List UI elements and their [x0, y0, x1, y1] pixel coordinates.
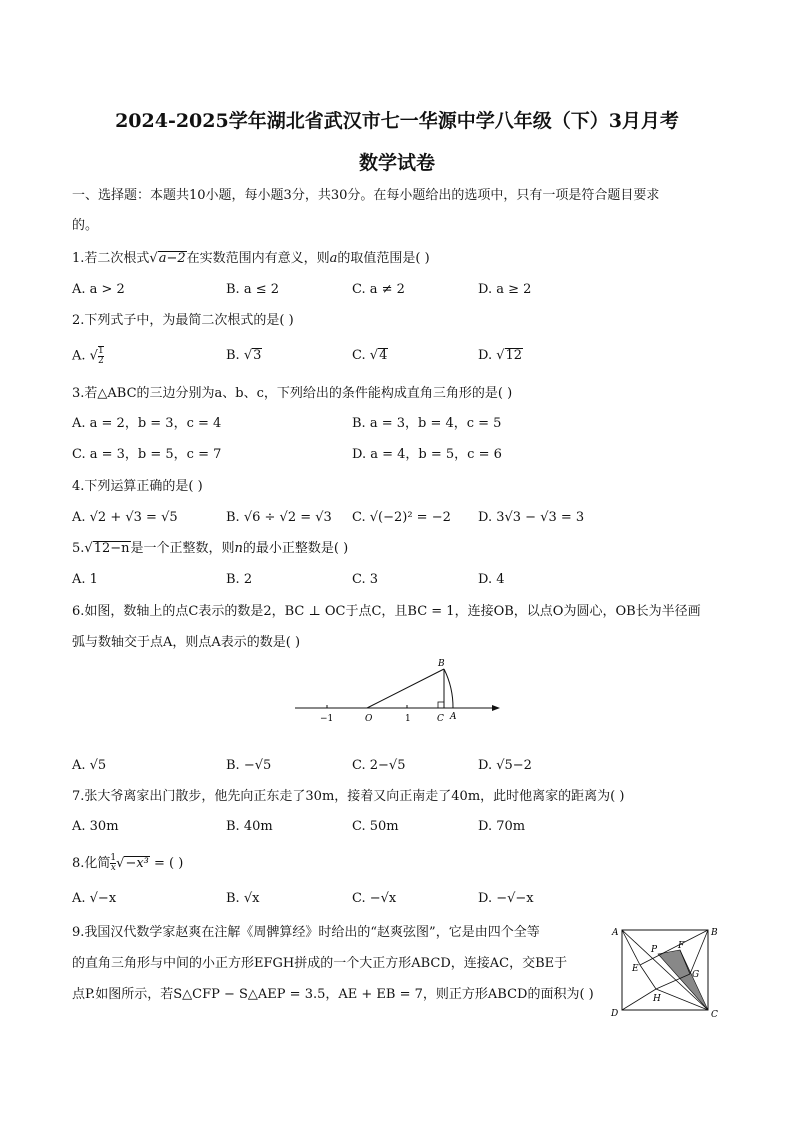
q8-radicand: −x³ [125, 856, 149, 871]
label-e: E [632, 964, 639, 974]
question-2: 2.下列式子中，为最简二次根式的是( ) [72, 313, 294, 328]
segment-dh [622, 989, 656, 1010]
q1-option-a: A. a > 2 [72, 282, 125, 297]
radical-sign: √ [84, 541, 93, 556]
q8-option-d: D. −√−x [478, 891, 534, 906]
q2-option-c-radicand: 4 [379, 348, 388, 363]
label-a: A [450, 712, 457, 722]
q6-option-c: C. 2−√5 [352, 758, 406, 773]
number-line-figure [290, 655, 505, 730]
q5-option-c: C. 3 [352, 572, 379, 587]
radical-sign: √ [89, 348, 98, 364]
exam-subtitle: 数学试卷 [358, 152, 435, 174]
fraction-denominator: x [110, 863, 116, 873]
label-b: B [438, 659, 445, 669]
label-f: F [678, 941, 685, 951]
arc-ob [444, 669, 453, 708]
q7-option-c: C. 50m [352, 819, 399, 834]
q2-option-a [72, 346, 104, 367]
axis-arrow-icon [492, 705, 500, 711]
q2-option-c-label: C. [352, 348, 366, 363]
question-1 [72, 249, 430, 269]
right-angle-mark [438, 702, 444, 708]
question-9-line1: 9.我国汉代数学家赵爽在注解《周髀算经》时给出的“赵爽弦图”，它是由四个全等 [72, 925, 540, 940]
q8-option-c: C. −√x [352, 891, 397, 906]
q8-post: = ( ) [149, 856, 184, 871]
section-intro-line2: 的。 [72, 218, 99, 233]
q1-pre: 1.若二次根式 [72, 251, 150, 266]
question-7: 7.张大爷离家出门散步，他先向正东走了30m，接着又向正南走了40m，此时他离家的距离为( ) [72, 789, 625, 804]
label-c: C [711, 1010, 718, 1020]
exam-title: 2024-2025学年湖北省武汉市七一华源中学八年级（下）3月月考 [115, 110, 679, 132]
q1-var: a [329, 251, 338, 266]
q2-option-d-label: D. [478, 348, 493, 363]
q7-option-a: A. 30m [72, 819, 119, 834]
q1-option-d: D. a ≥ 2 [478, 282, 532, 297]
q5-option-b: B. 2 [226, 572, 253, 587]
label-minus-one: −1 [320, 714, 334, 724]
q5-option-a: A. 1 [72, 572, 98, 587]
q3-option-b: B. a = 3，b = 4，c = 5 [352, 416, 502, 431]
question-6-line1: 6.如图，数轴上的点C表示的数是2，BC ⊥ OC于点C，且BC = 1，连接OB，以点O为圆心，OB长为半径画 [72, 604, 701, 619]
label-h: H [653, 994, 661, 1004]
q3-option-d: D. a = 4，b = 5，c = 6 [352, 447, 502, 462]
q4-option-d: D. 3√3 − √3 = 3 [478, 510, 585, 525]
label-a: A [612, 928, 619, 938]
fraction-denominator: 2 [97, 356, 104, 366]
q6-option-a: A. √5 [72, 758, 107, 773]
q7-option-b: B. 40m [226, 819, 273, 834]
radical-sign: √ [496, 348, 505, 363]
q3-option-c: C. a = 3，b = 5，c = 7 [72, 447, 222, 462]
q5-radicand: 12−n [93, 541, 130, 556]
q2-option-b-label: B. [226, 348, 240, 363]
section-intro-line1: 一、选择题：本题共10小题，每小题3分，共30分。在每小题给出的选项中，只有一项是符合题目要求 [72, 188, 660, 203]
label-b: B [711, 928, 718, 938]
fraction-numerator: 1 [97, 346, 104, 356]
q4-option-b: B. √6 ÷ √2 = √3 [226, 510, 332, 525]
q5-post: 是一个正整数，则 [130, 541, 235, 556]
question-4: 4.下列运算正确的是( ) [72, 479, 203, 494]
question-9-line3: 点P.如图所示，若S△CFP − S△AEP = 3.5，AE + EB = 7，则正方形ABCD的面积为( ) [72, 987, 594, 1002]
q4-option-a: A. √2 + √3 = √5 [72, 510, 178, 525]
q2-option-b [226, 346, 262, 366]
q8-label: 8.化简 [72, 856, 111, 871]
q6-option-b: B. −√5 [226, 758, 272, 773]
q6-option-d: D. √5−2 [478, 758, 532, 773]
label-d: D [611, 1009, 619, 1019]
q8-option-a: A. √−x [72, 891, 117, 906]
q1-post2: 的取值范围是( ) [337, 251, 430, 266]
radical-sign: √ [369, 348, 379, 363]
q1-post: 在实数范围内有意义，则 [186, 251, 330, 266]
q2-option-a-label: A. [72, 348, 86, 364]
radical-sign: √ [149, 251, 158, 266]
segment-eh [640, 965, 656, 989]
q1-option-c: C. a ≠ 2 [352, 282, 405, 297]
q7-option-d: D. 70m [478, 819, 526, 834]
radical-sign: √ [116, 856, 125, 871]
question-6-line2: 弧与数轴交于点A，则点A表示的数是( ) [72, 635, 301, 650]
q5-post2: 的最小正整数是( ) [242, 541, 349, 556]
segment-ae [622, 930, 640, 965]
q2-option-a-fraction [98, 346, 104, 366]
q1-radicand: a−2 [158, 251, 186, 266]
fraction-numerator: 1 [110, 853, 117, 863]
label-g: G [692, 970, 700, 980]
q2-option-b-radicand: 3 [253, 348, 262, 363]
q2-option-d-radicand: 12 [505, 348, 523, 363]
label-p: P [651, 945, 658, 955]
q8-option-b: B. √x [226, 891, 260, 906]
q4-option-c: C. √(−2)² = −2 [352, 510, 451, 525]
question-8 [72, 854, 183, 874]
q2-option-d [478, 346, 523, 366]
q3-option-a: A. a = 2，b = 3，c = 4 [72, 416, 222, 431]
label-one: 1 [405, 714, 411, 724]
zhao-shuang-figure [608, 922, 726, 1020]
q1-option-b: B. a ≤ 2 [226, 282, 279, 297]
question-9-line2: 的直角三角形与中间的小正方形EFGH拼成的一个大正方形ABCD，连接AC，交BE于 [72, 956, 568, 971]
question-5 [72, 539, 348, 559]
q2-option-c [352, 346, 388, 366]
q5-label: 5. [72, 541, 85, 556]
shaded-triangle-cfp [658, 950, 708, 1010]
q5-var: n [234, 541, 243, 556]
label-o: O [365, 714, 373, 724]
segment-ob [367, 669, 444, 708]
q5-option-d: D. 4 [478, 572, 505, 587]
radical-sign: √ [243, 348, 253, 363]
segment-bg [690, 930, 708, 974]
label-c: C [437, 714, 444, 724]
question-3: 3.若△ABC的三边分别为a、b、c，下列给出的条件能构成直角三角形的是( ) [72, 386, 513, 401]
